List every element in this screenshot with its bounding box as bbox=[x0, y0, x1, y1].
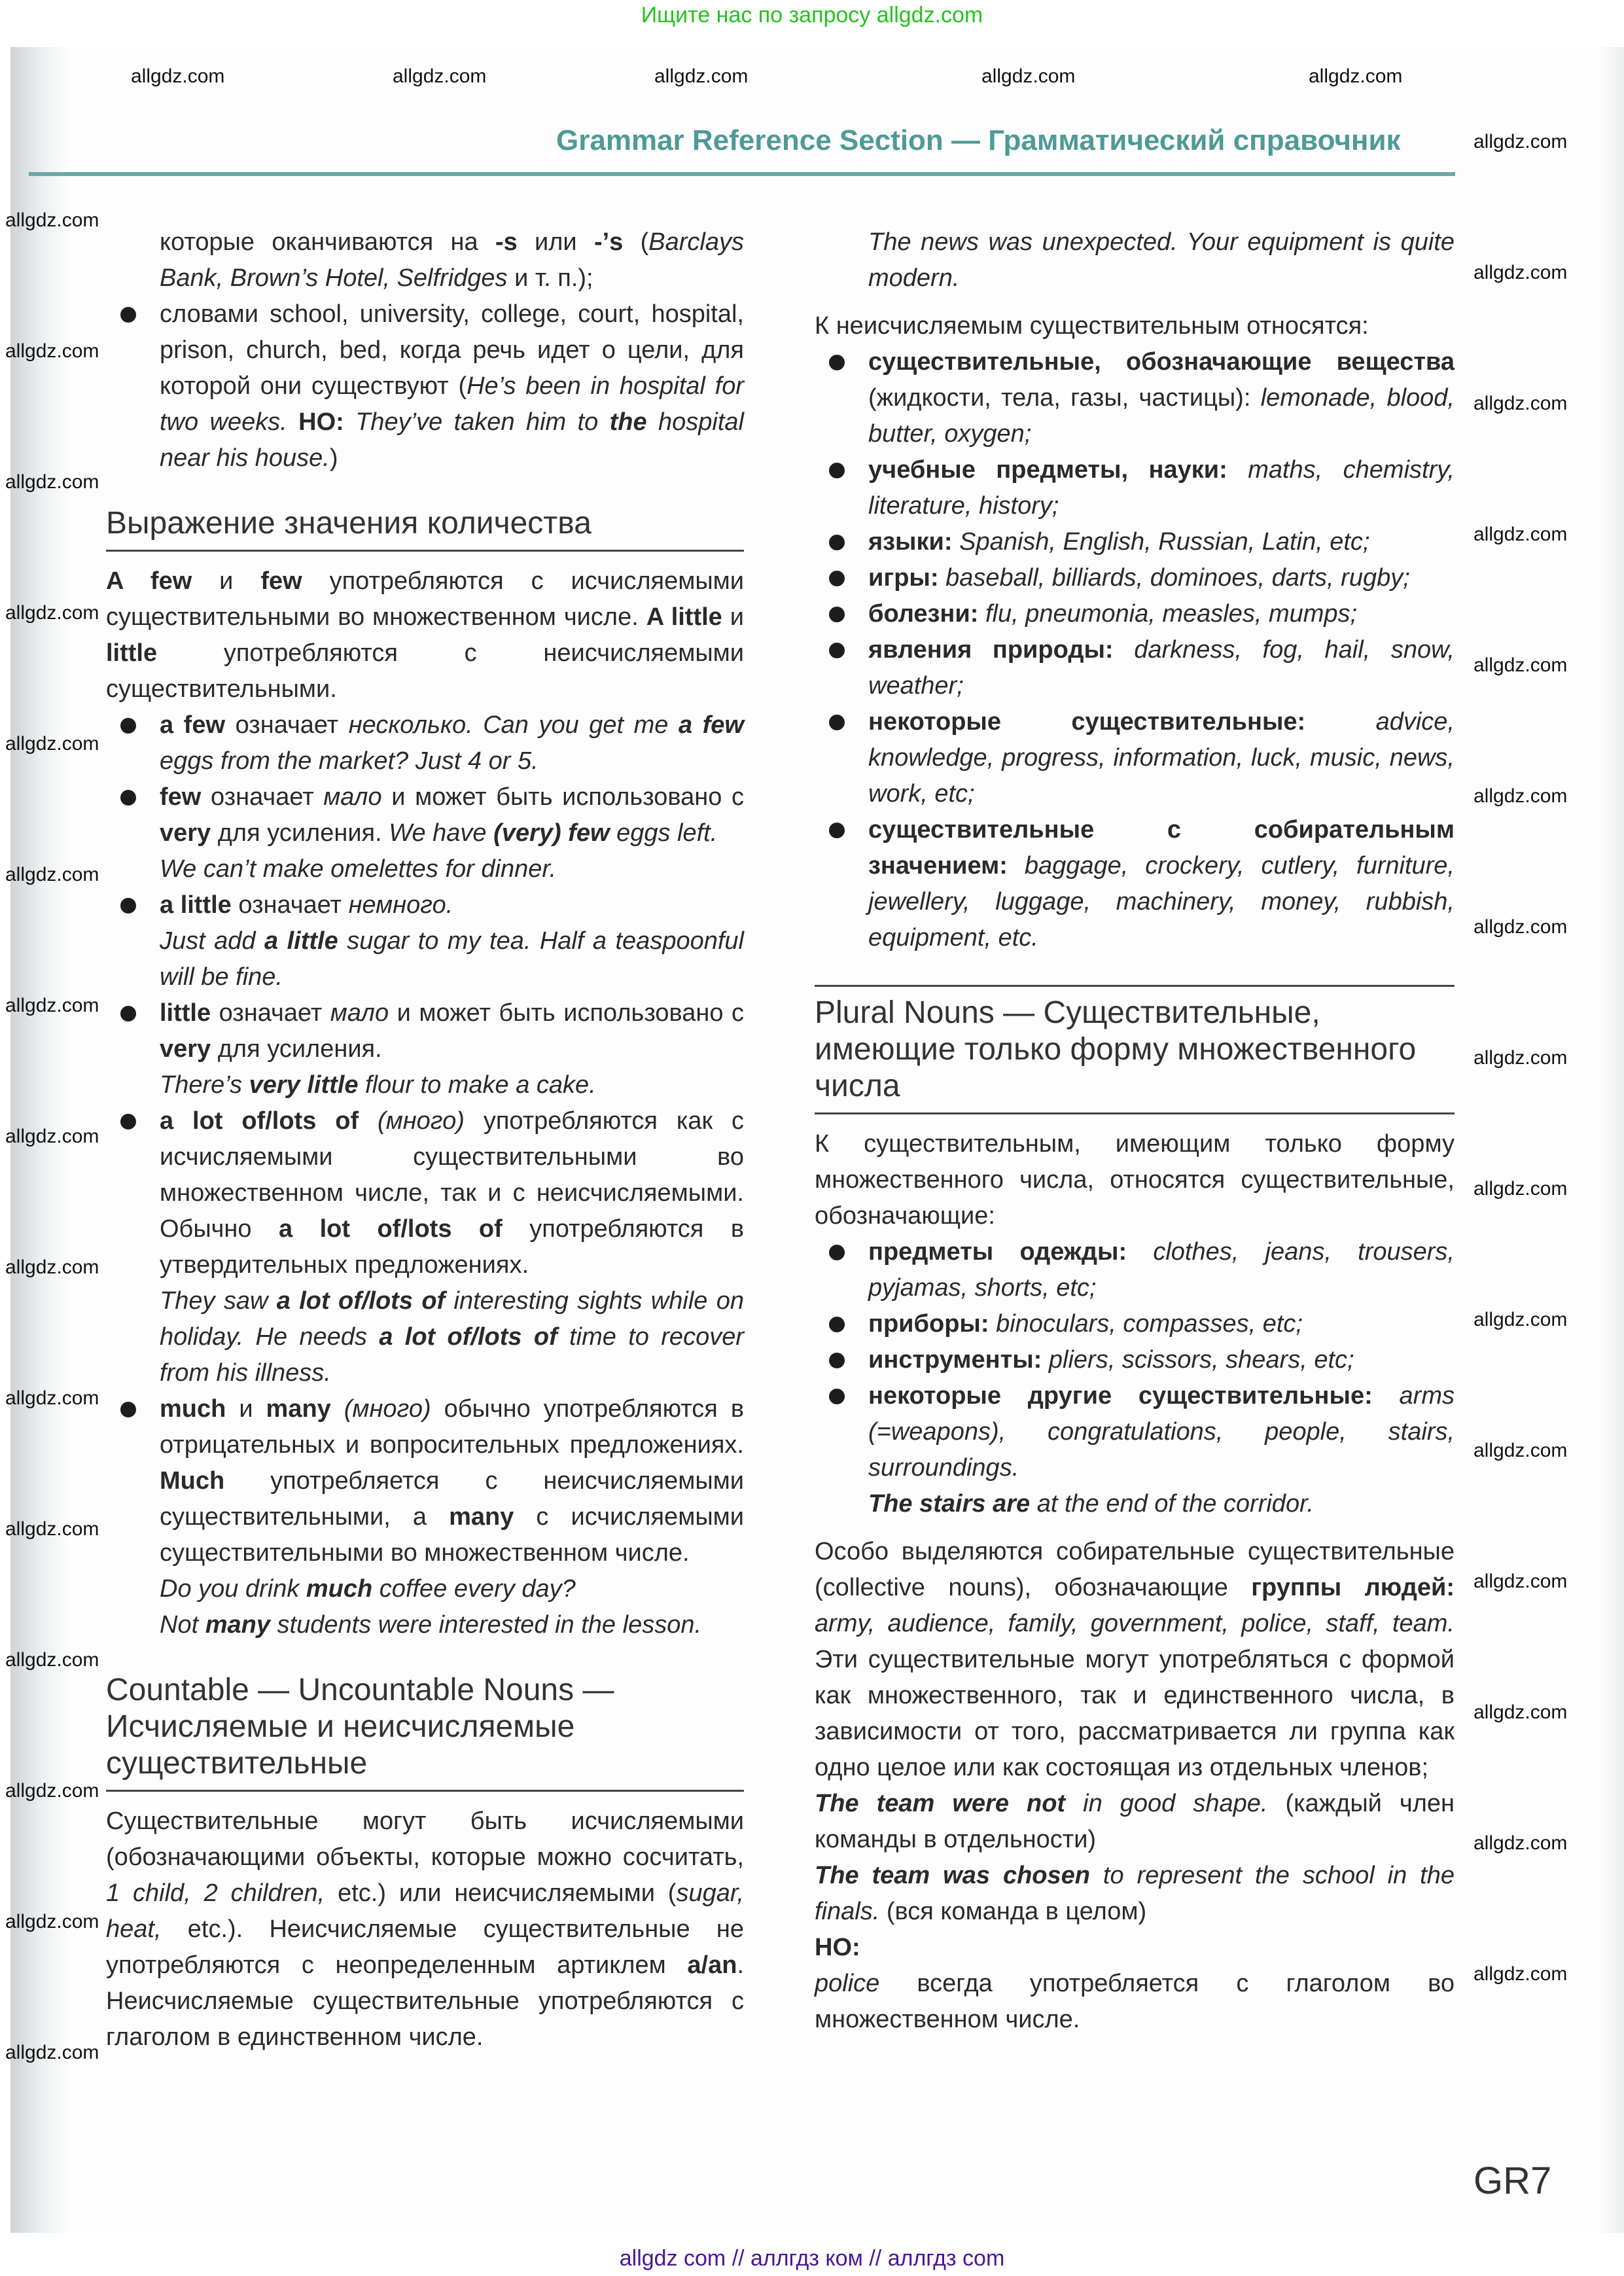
text-paragraph bbox=[815, 1858, 1455, 1930]
watermark: allgdz.com bbox=[981, 65, 1076, 87]
text-run: Not bbox=[160, 1611, 205, 1639]
watermark: allgdz.com bbox=[5, 2042, 99, 2063]
text-run bbox=[1114, 636, 1135, 664]
watermark: allgdz.com bbox=[5, 1649, 99, 1671]
watermark: allgdz.com bbox=[1474, 654, 1568, 676]
text-run: a lot of/lots of bbox=[379, 1323, 557, 1351]
text-run: sugar to my tea. Half a teaspoonful will be fine. bbox=[160, 927, 744, 991]
text-run: языки: bbox=[868, 528, 953, 556]
watermark: allgdz.com bbox=[1474, 1440, 1568, 1461]
watermark: allgdz.com bbox=[5, 340, 99, 362]
text-run: many bbox=[205, 1611, 270, 1639]
text-run: (каждый член команды в отдельности) bbox=[815, 1790, 1455, 1853]
bottom-banner: allgdz com // аллгдз ком // аллгдз com bbox=[619, 2246, 1005, 2271]
text-run bbox=[939, 564, 946, 592]
text-run: few bbox=[260, 567, 302, 595]
text-paragraph bbox=[815, 1126, 1455, 1234]
watermark: allgdz.com bbox=[5, 602, 99, 624]
watermark: allgdz.com bbox=[1474, 524, 1568, 545]
text-run: (вся команда в целом) bbox=[879, 1898, 1147, 1925]
text-run: или bbox=[517, 228, 594, 256]
text-run: eggs from the market? Just 4 or 5. bbox=[160, 747, 538, 775]
text-run: немного. bbox=[348, 891, 453, 919]
text-run: словами school, university, college, court, hospital, prison, church, bed, когда речь идет о цели, для которой они существуют ( bbox=[160, 300, 744, 400]
text-run: . Неисчисляемые существительные употребляются с глаголом в единственном числе. bbox=[106, 1951, 744, 2051]
section-header-title: Grammar Reference Section — Грамматический справочник bbox=[556, 124, 1401, 156]
text-run: Особо выделяются собирательные существительные (collective nouns), обозначающие bbox=[815, 1538, 1455, 1601]
text-run: to represent the school in the finals. bbox=[815, 1862, 1455, 1925]
bullet-item bbox=[106, 296, 744, 476]
header-divider bbox=[29, 172, 1455, 176]
bullet-item bbox=[815, 344, 1455, 452]
text-paragraph bbox=[106, 1607, 744, 1643]
text-run: pliers, scissors, shears, etc; bbox=[1048, 1346, 1354, 1374]
section-heading bbox=[815, 985, 1455, 1114]
watermark: allgdz.com bbox=[1474, 1178, 1568, 1200]
watermark: allgdz.com bbox=[5, 1911, 99, 1932]
bullet-item bbox=[815, 560, 1455, 596]
text-run: (very) few bbox=[493, 819, 610, 847]
text-run: much bbox=[306, 1575, 373, 1603]
text-run: a/an bbox=[687, 1951, 737, 1979]
text-run: ( bbox=[623, 228, 649, 256]
text-run bbox=[1305, 708, 1375, 736]
text-run: The team was chosen bbox=[815, 1862, 1090, 1889]
text-run: eggs left. bbox=[609, 819, 718, 847]
text-run: Spanish, English, Russian, Latin, etc; bbox=[959, 528, 1370, 556]
text-run: many bbox=[449, 1503, 514, 1531]
text-run: мало bbox=[323, 783, 382, 811]
text-paragraph bbox=[106, 1571, 744, 1607]
watermark: allgdz.com bbox=[1474, 393, 1568, 414]
watermark: allgdz.com bbox=[1474, 1047, 1568, 1069]
text-run bbox=[1373, 1382, 1400, 1410]
text-run bbox=[1127, 1238, 1153, 1266]
bullet-item bbox=[815, 632, 1455, 704]
text-run: употребляются как с исчисляемыми существительными во множественном числе, так и с неисчисляемыми. Обычно bbox=[160, 1107, 744, 1243]
bullet-item bbox=[106, 1103, 744, 1283]
text-run: НО: bbox=[298, 408, 344, 436]
watermark: allgdz.com bbox=[1474, 1309, 1568, 1330]
text-run: The team were not bbox=[815, 1790, 1066, 1817]
text-run: very little bbox=[249, 1071, 359, 1099]
text-paragraph bbox=[106, 923, 744, 995]
watermark: allgdz.com bbox=[1474, 916, 1568, 938]
text-run: very bbox=[160, 819, 211, 847]
text-run: и т. п.); bbox=[507, 264, 593, 292]
text-run: little bbox=[106, 639, 158, 667]
text-run bbox=[978, 600, 985, 628]
text-run: very bbox=[160, 1035, 211, 1063]
bullet-item bbox=[815, 1306, 1455, 1342]
text-run: некоторые другие существительные: bbox=[868, 1382, 1373, 1410]
watermark: allgdz.com bbox=[5, 995, 99, 1016]
text-run: etc.). Неисчисляемые существительные не употребляются с неопределенным артиклем bbox=[106, 1915, 744, 1979]
text-paragraph bbox=[815, 1966, 1455, 2038]
text-run: many bbox=[266, 1395, 331, 1423]
text-run: The news was unexpected. Your equipment is quite modern. bbox=[868, 228, 1455, 292]
text-run: binoculars, compasses, etc; bbox=[996, 1310, 1303, 1338]
watermark: allgdz.com bbox=[1474, 1963, 1568, 1985]
text-run: a lot of/lots of bbox=[160, 1107, 359, 1135]
text-run: The stairs are bbox=[868, 1490, 1031, 1518]
bullet-item bbox=[106, 995, 744, 1067]
text-run: К неисчисляемым существительным относятся: bbox=[815, 312, 1369, 340]
text-run: (много) bbox=[359, 1107, 465, 1135]
text-run: (жидкости, тела, газы, частицы): bbox=[868, 384, 1261, 412]
text-run: a little bbox=[160, 891, 232, 919]
text-run: употребляются с исчисляемыми существительными во множественном числе. bbox=[106, 567, 745, 631]
text-run bbox=[1227, 456, 1248, 484]
text-run: We have bbox=[389, 819, 494, 847]
text-paragraph bbox=[106, 851, 744, 887]
watermark: allgdz.com bbox=[654, 65, 749, 87]
page-edge-shadow bbox=[1598, 47, 1624, 2233]
text-paragraph bbox=[815, 1486, 1455, 1522]
text-run: Barclays Bank, Brown’s Hotel, Selfridges bbox=[160, 228, 744, 292]
text-run: игры: bbox=[868, 564, 939, 592]
text-run: означает bbox=[211, 999, 330, 1027]
text-run: maths, chemistry, literature, history; bbox=[868, 456, 1455, 520]
text-run: A few bbox=[106, 567, 192, 595]
text-run: a few bbox=[160, 711, 226, 739]
text-run: Выражение значения количества bbox=[106, 506, 591, 541]
watermark: allgdz.com bbox=[5, 1256, 99, 1278]
text-run: означает bbox=[225, 711, 349, 739]
text-run: Just add bbox=[160, 927, 265, 955]
bullet-item bbox=[106, 887, 744, 923]
text-run: с исчисляемыми существительными во множественном числе. bbox=[160, 1503, 744, 1567]
text-run: ) bbox=[329, 444, 338, 472]
text-run: употребляются в утвердительных предложениях. bbox=[160, 1215, 745, 1279]
section-heading bbox=[106, 505, 744, 552]
text-run: для усиления. bbox=[211, 1035, 382, 1063]
text-run: означает bbox=[201, 783, 324, 811]
text-run: They saw bbox=[160, 1287, 277, 1315]
text-run: little bbox=[160, 999, 211, 1027]
text-run: употребляются с неисчисляемыми существительными. bbox=[106, 639, 744, 703]
text-run: употребляется с неисчисляемыми существительными, а bbox=[160, 1467, 744, 1531]
text-run: army, audience, family, government, police, staff, team. bbox=[815, 1610, 1455, 1637]
bullet-item bbox=[815, 452, 1455, 524]
text-run: clothes, jeans, trousers, pyjamas, shorts, etc; bbox=[868, 1238, 1455, 1302]
bullet-item bbox=[815, 1234, 1455, 1306]
text-run: much bbox=[160, 1395, 226, 1423]
text-run: Существительные могут быть исчисляемыми (обозначающими объекты, которые можно сосчитать, bbox=[106, 1807, 744, 1871]
text-run: time to recover from his illness. bbox=[160, 1323, 744, 1387]
text-run: которые оканчиваются на bbox=[160, 228, 495, 256]
text-run bbox=[953, 528, 960, 556]
text-run: существительные, обозначающие вещества bbox=[868, 348, 1455, 376]
page-number: GR7 bbox=[1474, 2160, 1552, 2202]
watermark: allgdz.com bbox=[1474, 1701, 1568, 1723]
text-run: существительные с собирательным значением: bbox=[868, 816, 1455, 880]
text-run: few bbox=[160, 783, 202, 811]
bullet-item bbox=[106, 779, 744, 851]
bullet-item bbox=[815, 812, 1455, 956]
text-run bbox=[989, 1310, 997, 1338]
text-run: Much bbox=[160, 1467, 225, 1495]
text-run: He’s been in hospital for two weeks. bbox=[160, 372, 744, 436]
text-run: инструменты: bbox=[868, 1346, 1042, 1374]
section-heading bbox=[106, 1672, 744, 1792]
text-paragraph bbox=[106, 1067, 744, 1103]
text-run: всегда употребляется с глаголом во множественном числе. bbox=[815, 1970, 1455, 2033]
watermark: allgdz.com bbox=[1474, 785, 1568, 807]
text-run: a lot of/lots of bbox=[279, 1215, 503, 1243]
text-run: baggage, crockery, cutlery, furniture, jewellery, luggage, machinery, money, rubbish, equipment, etc. bbox=[868, 852, 1455, 951]
text-paragraph bbox=[106, 224, 744, 296]
bullet-item bbox=[106, 707, 744, 779]
text-paragraph bbox=[815, 1786, 1455, 1858]
text-run: группы людей: bbox=[1251, 1574, 1455, 1601]
text-run: hospital near his house. bbox=[160, 408, 744, 472]
text-run: несколько. Can you get me bbox=[348, 711, 679, 739]
text-run: darkness, fog, hail, snow, weather; bbox=[868, 636, 1455, 700]
text-run: flour to make a cake. bbox=[358, 1071, 596, 1099]
text-run: -’s bbox=[593, 228, 624, 256]
watermark: allgdz.com bbox=[1474, 131, 1568, 152]
text-paragraph bbox=[815, 224, 1455, 296]
text-run: lemonade, blood, butter, oxygen; bbox=[868, 384, 1455, 448]
text-run: и bbox=[226, 1395, 266, 1423]
text-run: students were interested in the lesson. bbox=[270, 1611, 702, 1639]
text-run: и может быть использовано с bbox=[381, 783, 744, 811]
watermark: allgdz.com bbox=[5, 733, 99, 755]
watermark: allgdz.com bbox=[5, 1518, 99, 1540]
text-run: -s bbox=[495, 228, 518, 256]
watermark: allgdz.com bbox=[5, 1387, 99, 1409]
watermark: allgdz.com bbox=[1474, 262, 1568, 283]
text-run: некоторые существительные: bbox=[868, 708, 1306, 736]
text-run: предметы одежды: bbox=[868, 1238, 1127, 1266]
text-run: There’s bbox=[160, 1071, 249, 1099]
watermark: allgdz.com bbox=[5, 864, 99, 885]
text-run: etc.) или неисчисляемыми ( bbox=[325, 1879, 677, 1907]
text-run: police bbox=[815, 1970, 880, 1997]
text-run: a little bbox=[264, 927, 338, 955]
text-run: a few bbox=[678, 711, 744, 739]
text-run: advice, knowledge, progress, information, luck, music, news, work, etc; bbox=[868, 708, 1455, 808]
text-paragraph bbox=[106, 1804, 744, 2055]
text-run: Countable — Uncountable Nouns — Исчисляемые и неисчисляемые существительные bbox=[106, 1673, 614, 1781]
watermark: allgdz.com bbox=[5, 209, 99, 231]
watermark: allgdz.com bbox=[1309, 65, 1403, 87]
top-banner: Ищите нас по запросу allgdz.com bbox=[641, 3, 983, 27]
bullet-item bbox=[815, 524, 1455, 560]
watermark: allgdz.com bbox=[393, 65, 487, 87]
text-run: the bbox=[609, 408, 647, 436]
text-run: мало bbox=[330, 999, 389, 1027]
text-run: болезни: bbox=[868, 600, 979, 628]
text-paragraph bbox=[815, 308, 1455, 344]
text-paragraph bbox=[106, 1283, 744, 1391]
watermark: allgdz.com bbox=[5, 1780, 99, 1802]
bullet-item bbox=[106, 1391, 744, 1571]
bullet-item bbox=[815, 596, 1455, 632]
text-run: in good shape. bbox=[1065, 1790, 1268, 1817]
text-run: baseball, billiards, dominoes, darts, rugby; bbox=[945, 564, 1410, 592]
text-run: Эти существительные могут употребляться с формой как множественного, так и единственного числа, в зависимости от того, рассматривается ли группа как одно целое или как состоящая из отдельных членов; bbox=[815, 1646, 1455, 1781]
text-run: at the end of the corridor. bbox=[1030, 1490, 1314, 1518]
text-run: и может быть использовано с bbox=[389, 999, 744, 1027]
text-run: (много) bbox=[330, 1395, 431, 1423]
text-paragraph bbox=[815, 1534, 1455, 1786]
text-run: sugar, heat, bbox=[106, 1879, 744, 1943]
text-run: interesting sights while on holiday. He needs bbox=[160, 1287, 745, 1351]
bullet-item bbox=[815, 1342, 1455, 1378]
watermark: allgdz.com bbox=[5, 1126, 99, 1147]
text-run: a lot of/lots of bbox=[276, 1287, 446, 1315]
text-run bbox=[344, 408, 355, 436]
text-paragraph bbox=[106, 563, 744, 707]
watermark: allgdz.com bbox=[5, 471, 99, 493]
bullet-item bbox=[815, 1378, 1455, 1486]
text-run: Do you drink bbox=[160, 1575, 306, 1603]
text-run: We can’t make omelettes for dinner. bbox=[160, 855, 557, 883]
right-column bbox=[815, 224, 1455, 2038]
text-run: означает bbox=[231, 891, 349, 919]
watermark: allgdz.com bbox=[1474, 1832, 1568, 1854]
text-run bbox=[1042, 1346, 1049, 1374]
text-run: и bbox=[192, 567, 261, 595]
text-run: A little bbox=[646, 603, 722, 631]
text-run: arms (=weapons), congratulations, people, stairs, surroundings. bbox=[868, 1382, 1455, 1482]
bullet-item bbox=[815, 704, 1455, 812]
text-run: They’ve taken him to bbox=[355, 408, 610, 436]
text-run: 1 child, 2 children, bbox=[106, 1879, 325, 1907]
text-paragraph bbox=[815, 1930, 1455, 1966]
watermark: allgdz.com bbox=[131, 65, 225, 87]
text-run bbox=[1008, 852, 1025, 880]
text-run: приборы: bbox=[868, 1310, 989, 1338]
text-run bbox=[287, 408, 298, 436]
text-run: К существительным, имеющим только форму множественного числа, относятся существительные, обозначающие: bbox=[815, 1130, 1455, 1230]
text-run: для усиления. bbox=[211, 819, 389, 847]
text-run: обычно употребляются в отрицательных и вопросительных предложениях. bbox=[160, 1395, 745, 1459]
left-column bbox=[106, 224, 744, 2055]
watermark: allgdz.com bbox=[1474, 1571, 1568, 1592]
text-run: flu, pneumonia, measles, mumps; bbox=[985, 600, 1358, 628]
text-run: и bbox=[722, 603, 744, 631]
text-run: Plural Nouns — Существительные, имеющие только форму множественного числа bbox=[815, 995, 1417, 1103]
text-run: coffee every day? bbox=[372, 1575, 576, 1603]
text-run: НО: bbox=[815, 1934, 860, 1961]
text-run: учебные предметы, науки: bbox=[868, 456, 1227, 484]
text-run: явления природы: bbox=[868, 636, 1114, 664]
